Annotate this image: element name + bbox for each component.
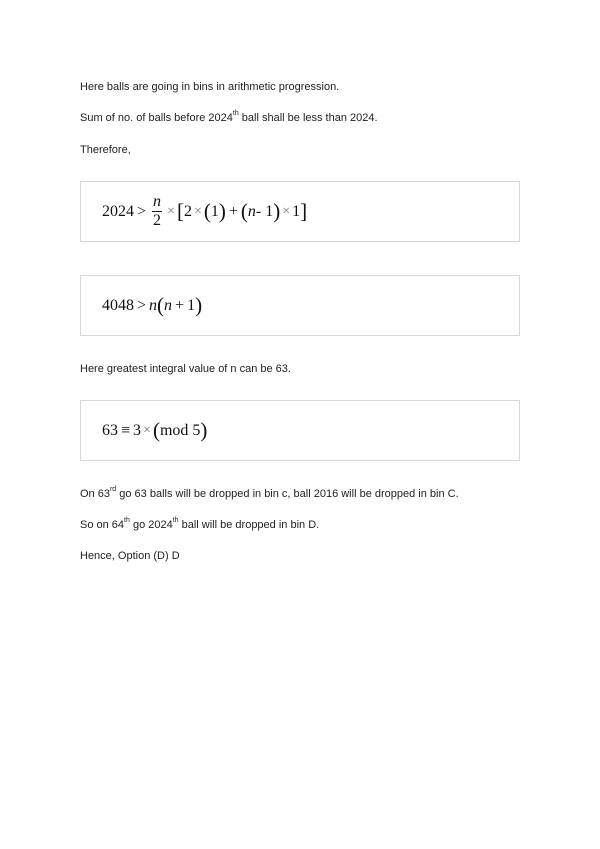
eq1-fraction-numerator: n — [153, 193, 162, 210]
paragraph-intro: Here balls are going in bins in arithmetic progression. — [80, 81, 340, 93]
eq3-times: × — [143, 422, 151, 438]
text-segment: go 63 balls will be dropped in bin c, ball 2016 will be dropped in bin C. — [116, 488, 459, 500]
text-segment: On 63 — [80, 488, 110, 500]
eq1-times-2: × — [282, 203, 291, 219]
eq2-right-paren: ) — [195, 293, 203, 317]
paragraph-therefore: Therefore, — [80, 144, 131, 156]
paragraph-answer: Hence, Option (D) D — [80, 550, 180, 562]
eq2-variable-n: n — [149, 296, 158, 314]
eq1-times: × — [167, 203, 175, 219]
superscript: th — [232, 110, 239, 118]
text-segment: ball shall be less than 2024. — [238, 112, 378, 124]
equation-box-3 — [80, 400, 520, 461]
text-segment: go 2024 — [129, 519, 173, 531]
eq1-left-bracket: [ — [176, 199, 184, 223]
eq2-relation: > — [137, 296, 147, 314]
eq1-variable-n: n — [247, 202, 256, 220]
eq1-lhs: 2024 — [102, 202, 134, 220]
paragraph-sum-condition — [80, 111, 540, 125]
equation-1 — [102, 182, 307, 241]
eq1-fraction-denominator: 2 — [153, 212, 162, 229]
equation-3 — [102, 401, 207, 460]
eq1-fraction — [152, 194, 162, 229]
eq1-right-bracket: ] — [300, 199, 308, 223]
superscript: th — [172, 517, 179, 525]
equation-2 — [102, 276, 202, 335]
equation-box-1 — [80, 181, 520, 242]
eq3-mod: mod 5 — [159, 421, 201, 439]
equation-box-2 — [80, 275, 520, 336]
eq2-plus: + — [175, 296, 185, 314]
eq3-right-paren: ) — [200, 418, 208, 442]
text-segment: ball will be dropped in bin D. — [178, 519, 320, 531]
eq2-lhs: 4048 — [102, 296, 134, 314]
superscript: th — [124, 517, 130, 525]
superscript: rd — [109, 486, 117, 494]
eq1-left-paren-2: ( — [240, 199, 248, 223]
eq3-relation: ≡ — [121, 421, 131, 439]
paragraph-greatest-value: Here greatest integral value of n can be 63. — [80, 363, 291, 375]
eq1-plus: + — [228, 202, 238, 220]
eq1-one-2: 1 — [292, 202, 301, 220]
eq1-relation: > — [137, 202, 147, 220]
eq1-left-paren: ( — [203, 199, 211, 223]
eq1-one: 1 — [210, 202, 219, 220]
eq1-right-paren: ) — [218, 199, 226, 223]
eq2-one: 1 — [187, 296, 196, 314]
text-segment: So on 64 — [80, 519, 125, 531]
eq2-left-paren: ( — [157, 293, 165, 317]
eq3-lhs: 63 — [102, 421, 118, 439]
paragraph-64th-go — [80, 518, 540, 532]
eq3-three: 3 — [133, 421, 142, 439]
text-segment: Sum of no. of balls before 2024 — [80, 112, 233, 124]
eq3-left-paren: ( — [152, 418, 160, 442]
eq2-variable-n-2: n — [164, 296, 173, 314]
eq1-times-inner: × — [193, 203, 202, 219]
eq1-right-paren-2: ) — [273, 199, 281, 223]
paragraph-63rd-go — [80, 487, 540, 501]
eq1-minus-one: - 1 — [255, 202, 274, 220]
eq1-two: 2 — [183, 202, 192, 220]
